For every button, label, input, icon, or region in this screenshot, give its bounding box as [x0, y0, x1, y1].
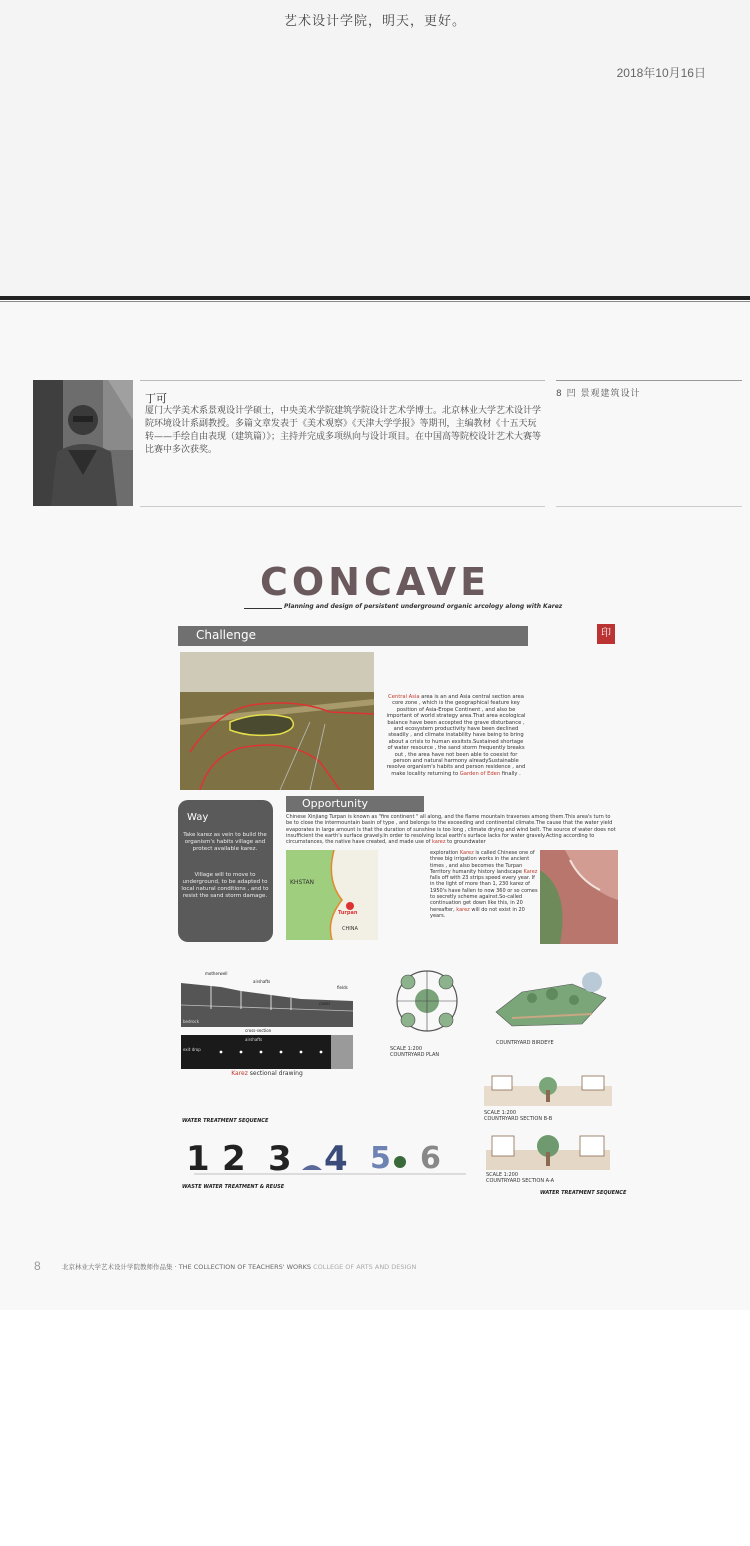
karez-text-b: is called Chinese one of three big irrigation works in the ancient times , and also becomes the Turpan Territory humanity history landscape	[430, 850, 535, 875]
label-airshafts: airshafts	[253, 979, 271, 984]
step-5: 5	[370, 1141, 391, 1176]
challenge-heading: Challenge	[196, 628, 256, 642]
turpan-map	[286, 850, 378, 940]
waste-water-caption: WASTE WATER TREATMENT & REUSE	[182, 1184, 285, 1190]
label-cross-section: cross-section	[245, 1028, 272, 1033]
water-treatment-title: WATER TREATMENT SEQUENCE	[182, 1118, 269, 1124]
step-1: 1	[186, 1139, 210, 1178]
section-rule	[556, 380, 742, 381]
step-2: 2	[222, 1139, 246, 1178]
seal-stamp-icon: 印	[597, 624, 615, 644]
label-fields: fields	[337, 985, 348, 990]
challenge-text	[386, 694, 526, 777]
birdeye-caption: COUNTRYARD BIRDEYE	[496, 1040, 554, 1046]
section-caption-red: Karez	[231, 1070, 248, 1077]
karez-text-a: exploration	[430, 850, 460, 856]
label-exit: exit drop	[183, 1047, 201, 1052]
section-b-title: COUNTRYARD SECTION B-B	[484, 1116, 553, 1122]
poster-title: CONCAVE	[259, 560, 491, 604]
poster-subtitle: Planning and design of persistent underground organic arcology along with Karez	[284, 603, 563, 610]
treatment-sequence	[186, 1134, 476, 1178]
way-text-1: Take karez as vein to build the organism's habits village and protect available karez.	[183, 832, 267, 852]
page-number: 8	[34, 1259, 41, 1273]
label-airshafts-2: airshafts	[245, 1037, 263, 1042]
map-label-china: CHINA	[342, 926, 358, 932]
map-label-khstan: KHSTAN	[290, 879, 315, 886]
challenge-body: area is an and Asia central section area core zone , which is the geographical feature key position of Asia-Erope Continent , and also be important of world strategy area.That area ecological balance have been accepted the grave disturbance , and ecosystem productivity have been declined steadily , and climate instability have being to bring about a crisis to human exsitsts.Sustained shortage of water resource , the sand storm frequently breaks out , the area have not been able to coexist for person and natural harmony alreadySustainable resolve organism's habits and person residence , and make locality returning to	[386, 694, 526, 777]
label-motherwell: motherwell	[205, 971, 228, 976]
karez-text-c: falls off with 23 strips speed every year. If in the light of more than 1, 230 karez of 1950's have fallen to now 360 or so comes to secretly scheme against.So-called continuation get down like this, in 20 hereafter,	[430, 875, 538, 913]
slogan: 艺术设计学院，明天，更好。	[283, 14, 466, 29]
way-heading: Way	[187, 812, 209, 823]
page-edge-shadow	[0, 296, 750, 300]
author-name: 丁可	[145, 392, 167, 405]
section-b-drawing-icon	[484, 1072, 612, 1106]
treatment-sequence-graphic	[186, 1134, 476, 1178]
opportunity-heading: Opportunity	[302, 797, 369, 810]
challenge-red-2: Garden of Eden	[459, 770, 501, 777]
birdeye-drawing-icon	[492, 962, 610, 1032]
label-bedrock: bedrock	[183, 1019, 200, 1024]
courtyard-birdeye	[492, 962, 610, 1032]
top-banner	[0, 0, 750, 298]
plan-caption	[390, 1046, 439, 1058]
opportunity-red: karez	[431, 839, 446, 846]
challenge-end: finally .	[500, 770, 521, 777]
plan-caption-scale: SCALE 1:200	[390, 1046, 423, 1052]
opportunity-end: to groundwater	[445, 839, 486, 846]
water-treatment-caption: WATER TREATMENT SEQUENCE	[540, 1190, 627, 1196]
section-a-title: COUNTRYARD SECTION A-A	[486, 1178, 555, 1184]
section-a-scale: SCALE 1:200	[486, 1172, 519, 1178]
footer-main: 北京林业大学艺术设计学院教师作品集 · THE COLLECTION OF TEACHERS' WORKS	[62, 1263, 312, 1271]
section-caption	[181, 1070, 353, 1077]
author-bio: 厦门大学美术系景观设计学硕士，中央美术学院建筑学院设计艺术学博士。北京林业大学艺术设计学院环境设计系副教授。多篇文章发表于《美术观察》《天津大学学报》等期刊，主编教材《十五天玩转——手绘自由表现（建筑篇）》；主持并完成多项纵向与设计项目。在中国高等院校设计艺术大赛等比赛中多次获奖。	[145, 406, 542, 455]
section-drawing-icon	[181, 965, 353, 1069]
author-rule-bottom	[140, 506, 545, 507]
author-rule-top	[140, 380, 545, 381]
aerial-photo	[180, 652, 374, 790]
blank-area	[0, 1310, 750, 1546]
step-3: 3	[268, 1139, 292, 1178]
post-date: 2018年10月16日	[616, 66, 706, 80]
challenge-red-1: Central Asia	[388, 694, 420, 700]
courtyard-section-a	[486, 1130, 610, 1170]
karez-red-2: Karez	[523, 868, 538, 875]
section-label: 8 凹 景观建筑设计	[556, 389, 641, 399]
karez-text	[430, 850, 538, 919]
section-a-drawing-icon	[486, 1130, 610, 1170]
opportunity-text	[286, 814, 616, 845]
karez-red-1: Karez	[459, 850, 474, 856]
author-portrait	[33, 380, 133, 506]
karez-section-drawing	[181, 965, 353, 1052]
section-caption-text: sectional drawing	[247, 1070, 303, 1077]
plan-drawing-icon	[388, 962, 466, 1040]
aerial-map-icon	[180, 652, 374, 790]
karez-text-d: will do not exist in 20 years.	[430, 906, 525, 919]
courtyard-plan	[388, 962, 466, 1040]
step-4: 4	[324, 1139, 348, 1178]
map-icon	[286, 850, 378, 940]
section-b-scale: SCALE 1:200	[484, 1110, 517, 1116]
step-6: 6	[420, 1141, 441, 1176]
courtyard-section-b	[484, 1072, 612, 1106]
section-a-caption	[486, 1172, 554, 1184]
subtitle-rule	[244, 608, 282, 609]
karez-red-3: karez	[456, 906, 470, 913]
portrait-photo-icon	[33, 380, 133, 506]
footer-text	[62, 1262, 416, 1271]
plan-caption-title: COUNTRYARD PLAN	[390, 1052, 440, 1058]
section-rule-bottom	[556, 506, 742, 507]
way-text-2: Village will to move to underground, to be adapted to local natural conditions , and to resist the sand storm damage.	[181, 872, 269, 899]
terrain-photo-icon	[540, 850, 618, 944]
footer-college: COLLEGE OF ARTS AND DESIGN	[311, 1263, 417, 1271]
karez-photo	[540, 850, 618, 944]
opportunity-body: Chinese Xinjiang Turpan is known as "fire continent " all along, and the flame mountain traverses among them.This area's turn to be to close the intermountain basin of type , and belongs to the exceeding and continental climate.The cause that the water yield evaporates in large amount is that the duration of sunshine is too long , climate drying and wind belt. The source of water does not insufficient the earth's surface gravely.In order to resolving local earth's surface lacks for water gravely.Acting according to circumstances, the native have created, and made use of	[286, 814, 616, 846]
section-b-caption	[484, 1110, 552, 1122]
map-label-turpan: Turpan	[338, 910, 358, 916]
label-canal: canal	[319, 1001, 330, 1006]
